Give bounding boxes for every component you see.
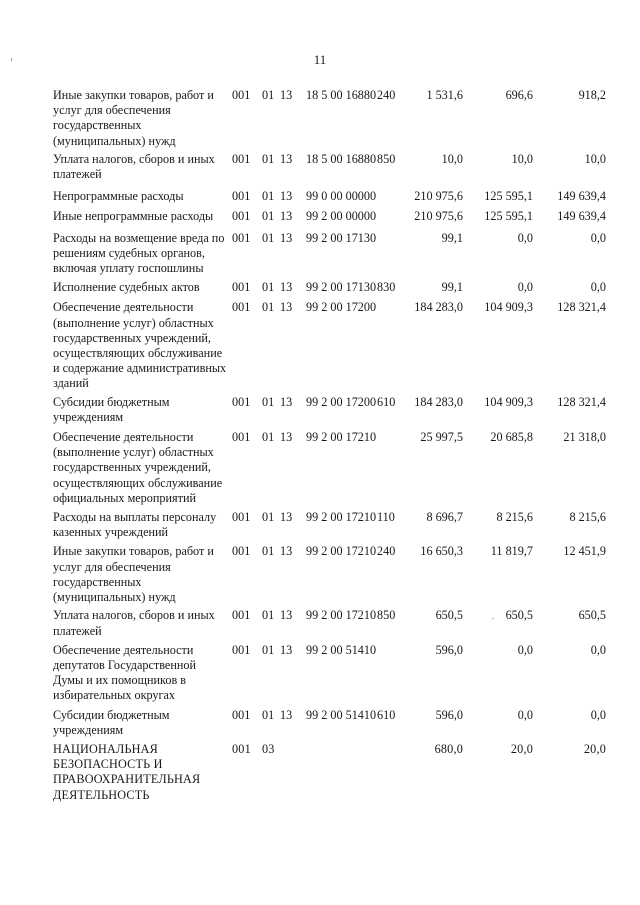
row-target-article: 99 2 00 17210: [306, 430, 377, 445]
row-name: Иные закупки товаров, работ и услуг для обеспечения государственных (муниципальных) нужд: [53, 544, 214, 605]
row-amount-2: 20,0: [510, 741, 533, 756]
row-section: 01: [262, 209, 275, 224]
table-row: [0, 430, 640, 506]
row-amount-1: 210 975,6: [414, 189, 463, 204]
row-amount-2: 104 909,3: [484, 394, 533, 409]
row-subsection: 13: [280, 230, 293, 245]
row-section: 01: [262, 151, 275, 166]
row-amount-2: 650,5: [505, 608, 533, 623]
row-amount-1: 210 975,6: [414, 209, 463, 224]
row-target-article: 99 2 00 17130: [306, 230, 377, 245]
row-amount-3: 918,2: [578, 88, 606, 102]
table-row: [0, 544, 640, 605]
row-amount-2: 11 819,7: [490, 544, 533, 559]
row-amount-3: 0,0: [590, 642, 606, 657]
row-subsection: 13: [280, 151, 293, 166]
row-amount-3: 0,0: [590, 707, 606, 722]
row-amount-2: 0,0: [517, 230, 533, 245]
row-amount-1: 99,1: [441, 230, 463, 245]
row-amount-1: 680,0: [434, 741, 463, 756]
row-amount-2: 0,0: [517, 642, 533, 657]
row-section: 01: [262, 544, 275, 559]
row-amount-3: 0,0: [590, 230, 606, 245]
row-vedom: 001: [232, 394, 251, 409]
table-row: [0, 708, 640, 738]
row-target-article: 99 2 00 17210: [306, 510, 377, 525]
row-target-article: 99 2 00 17210: [306, 608, 377, 623]
row-expense-type: 610: [377, 394, 396, 409]
row-section: 01: [262, 394, 275, 409]
row-name: Обеспечение деятельности депутатов Государственной Думы и их помощников в избирательных округах: [53, 642, 196, 703]
row-amount-3: 20,0: [583, 741, 606, 756]
row-vedom: 001: [232, 209, 251, 224]
row-amount-2: 8 215,6: [496, 510, 533, 525]
row-name: Уплата налогов, сборов и иных платежей: [53, 608, 215, 638]
row-subsection: 13: [280, 394, 293, 409]
row-subsection: 13: [280, 88, 293, 102]
row-name: Обеспечение деятельности (выполнение услуг) областных государственных учреждений, осуществляющих обслуживание и содержание административных зданий: [53, 300, 227, 391]
row-amount-2: 0,0: [517, 280, 533, 295]
row-amount-2: 0,0: [517, 707, 533, 722]
row-expense-type: 830: [377, 280, 396, 295]
row-name: Иные непрограммные расходы: [53, 209, 214, 224]
row-amount-2: 125 595,1: [484, 189, 533, 204]
row-subsection: 13: [280, 707, 293, 722]
row-expense-type: 850: [377, 608, 396, 623]
row-amount-3: 0,0: [590, 280, 606, 295]
row-vedom: 001: [232, 707, 251, 722]
row-amount-3: 10,0: [584, 151, 606, 166]
row-amount-3: 650,5: [578, 608, 606, 623]
row-amount-2: 10,0: [511, 151, 533, 166]
row-expense-type: 850: [377, 151, 396, 166]
row-amount-1: 184 283,0: [414, 300, 463, 315]
row-amount-3: 149 639,4: [557, 209, 606, 224]
row-section: 01: [262, 430, 275, 445]
row-vedom: 001: [232, 280, 251, 295]
row-target-article: 99 2 00 00000: [306, 209, 377, 224]
row-subsection: 13: [280, 608, 293, 623]
row-amount-3: 12 451,9: [563, 544, 606, 559]
row-amount-1: 8 696,7: [426, 510, 463, 525]
row-expense-type: 240: [377, 544, 396, 559]
row-section: 01: [262, 642, 275, 657]
row-amount-1: 596,0: [435, 642, 463, 657]
row-subsection: 13: [280, 209, 293, 224]
row-subsection: 13: [280, 510, 293, 525]
row-vedom: 001: [232, 544, 251, 559]
row-section: 01: [262, 707, 275, 722]
row-amount-3: 149 639,4: [557, 189, 606, 204]
table-row: [0, 280, 640, 295]
row-amount-1: 16 650,3: [420, 544, 463, 559]
row-name: Иные закупки товаров, работ и услуг для обеспечения государственных (муниципальных) нужд: [53, 88, 214, 148]
row-name: Исполнение судебных актов: [53, 280, 200, 295]
row-target-article: 99 2 00 17200: [306, 394, 377, 409]
table-row: [0, 189, 640, 204]
row-section: 01: [262, 88, 275, 102]
row-section: 01: [262, 280, 275, 295]
row-target-article: 18 5 00 16880: [306, 151, 377, 166]
row-vedom: 001: [232, 230, 251, 245]
row-amount-1: 25 997,5: [420, 430, 463, 445]
row-amount-2: 20 685,8: [490, 430, 533, 445]
row-section: 01: [262, 608, 275, 623]
row-amount-2: 125 595,1: [484, 209, 533, 224]
row-subsection: 13: [280, 642, 293, 657]
row-amount-3: 8 215,6: [569, 510, 606, 525]
row-name: Уплата налогов, сборов и иных платежей: [53, 151, 215, 182]
row-vedom: 001: [232, 741, 251, 756]
row-subsection: 13: [280, 280, 293, 295]
row-section: 01: [262, 510, 275, 525]
row-amount-1: 10,0: [441, 151, 463, 166]
row-target-article: 99 2 00 51410: [306, 642, 377, 657]
row-vedom: 001: [232, 88, 251, 102]
table-row: [0, 209, 640, 224]
row-target-article: 18 5 00 16880: [306, 88, 377, 102]
row-name: Расходы на возмещение вреда по решениям судебных органов, включая уплату госпошлины: [53, 230, 225, 276]
row-amount-3: 128 321,4: [557, 394, 606, 409]
row-vedom: 001: [232, 608, 251, 623]
row-subsection: 13: [280, 544, 293, 559]
row-target-article: 99 2 00 51410: [306, 707, 377, 722]
row-target-article: 99 0 00 00000: [306, 189, 377, 204]
row-amount-3: 21 318,0: [563, 430, 606, 445]
row-amount-3: 128 321,4: [557, 300, 606, 315]
row-name: Субсидии бюджетным учреждениям: [53, 707, 170, 737]
budget-table: [0, 88, 640, 803]
row-subsection: 13: [280, 430, 293, 445]
row-name: Непрограммные расходы: [53, 189, 184, 204]
row-vedom: 001: [232, 189, 251, 204]
row-subsection: 13: [280, 189, 293, 204]
table-row: [0, 231, 640, 277]
row-amount-1: 596,0: [435, 707, 463, 722]
row-amount-1: 650,5: [435, 608, 463, 623]
table-row: [0, 88, 640, 149]
row-amount-1: 1 531,6: [426, 88, 463, 102]
row-expense-type: 110: [377, 510, 395, 525]
table-row: [0, 643, 640, 704]
row-target-article: 99 2 00 17200: [306, 300, 377, 315]
table-row: [0, 395, 640, 425]
row-amount-1: 99,1: [441, 280, 463, 295]
row-vedom: 001: [232, 430, 251, 445]
table-row: [0, 608, 640, 638]
page-number: 11: [313, 52, 327, 67]
row-subsection: 13: [280, 300, 293, 315]
row-expense-type: 610: [377, 707, 396, 722]
row-section: 01: [262, 300, 275, 315]
table-row: [0, 300, 640, 391]
row-section: 01: [262, 230, 275, 245]
row-name: Обеспечение деятельности (выполнение услуг) областных государственных учреждений, осуществляющих обслуживание официальных мероприятий: [53, 430, 223, 505]
row-amount-2: 104 909,3: [484, 300, 533, 315]
table-row: [0, 152, 640, 182]
row-amount-1: 184 283,0: [414, 394, 463, 409]
table-row: [0, 510, 640, 540]
row-name: Расходы на выплаты персоналу казенных учреждений: [53, 510, 217, 540]
row-expense-type: 240: [377, 88, 396, 102]
row-target-article: 99 2 00 17210: [306, 544, 377, 559]
row-vedom: 001: [232, 642, 251, 657]
row-amount-2: 696,6: [505, 88, 533, 102]
row-section: 03: [262, 741, 275, 756]
row-name: НАЦИОНАЛЬНАЯ БЕЗОПАСНОСТЬ И ПРАВООХРАНИТЕЛЬНАЯ ДЕЯТЕЛЬНОСТЬ: [53, 741, 201, 802]
row-vedom: 001: [232, 300, 251, 315]
table-row-section-header: [0, 742, 640, 803]
row-vedom: 001: [232, 151, 251, 166]
row-section: 01: [262, 189, 275, 204]
row-vedom: 001: [232, 510, 251, 525]
row-name: Субсидии бюджетным учреждениям: [53, 394, 170, 424]
row-target-article: 99 2 00 17130: [306, 280, 377, 295]
